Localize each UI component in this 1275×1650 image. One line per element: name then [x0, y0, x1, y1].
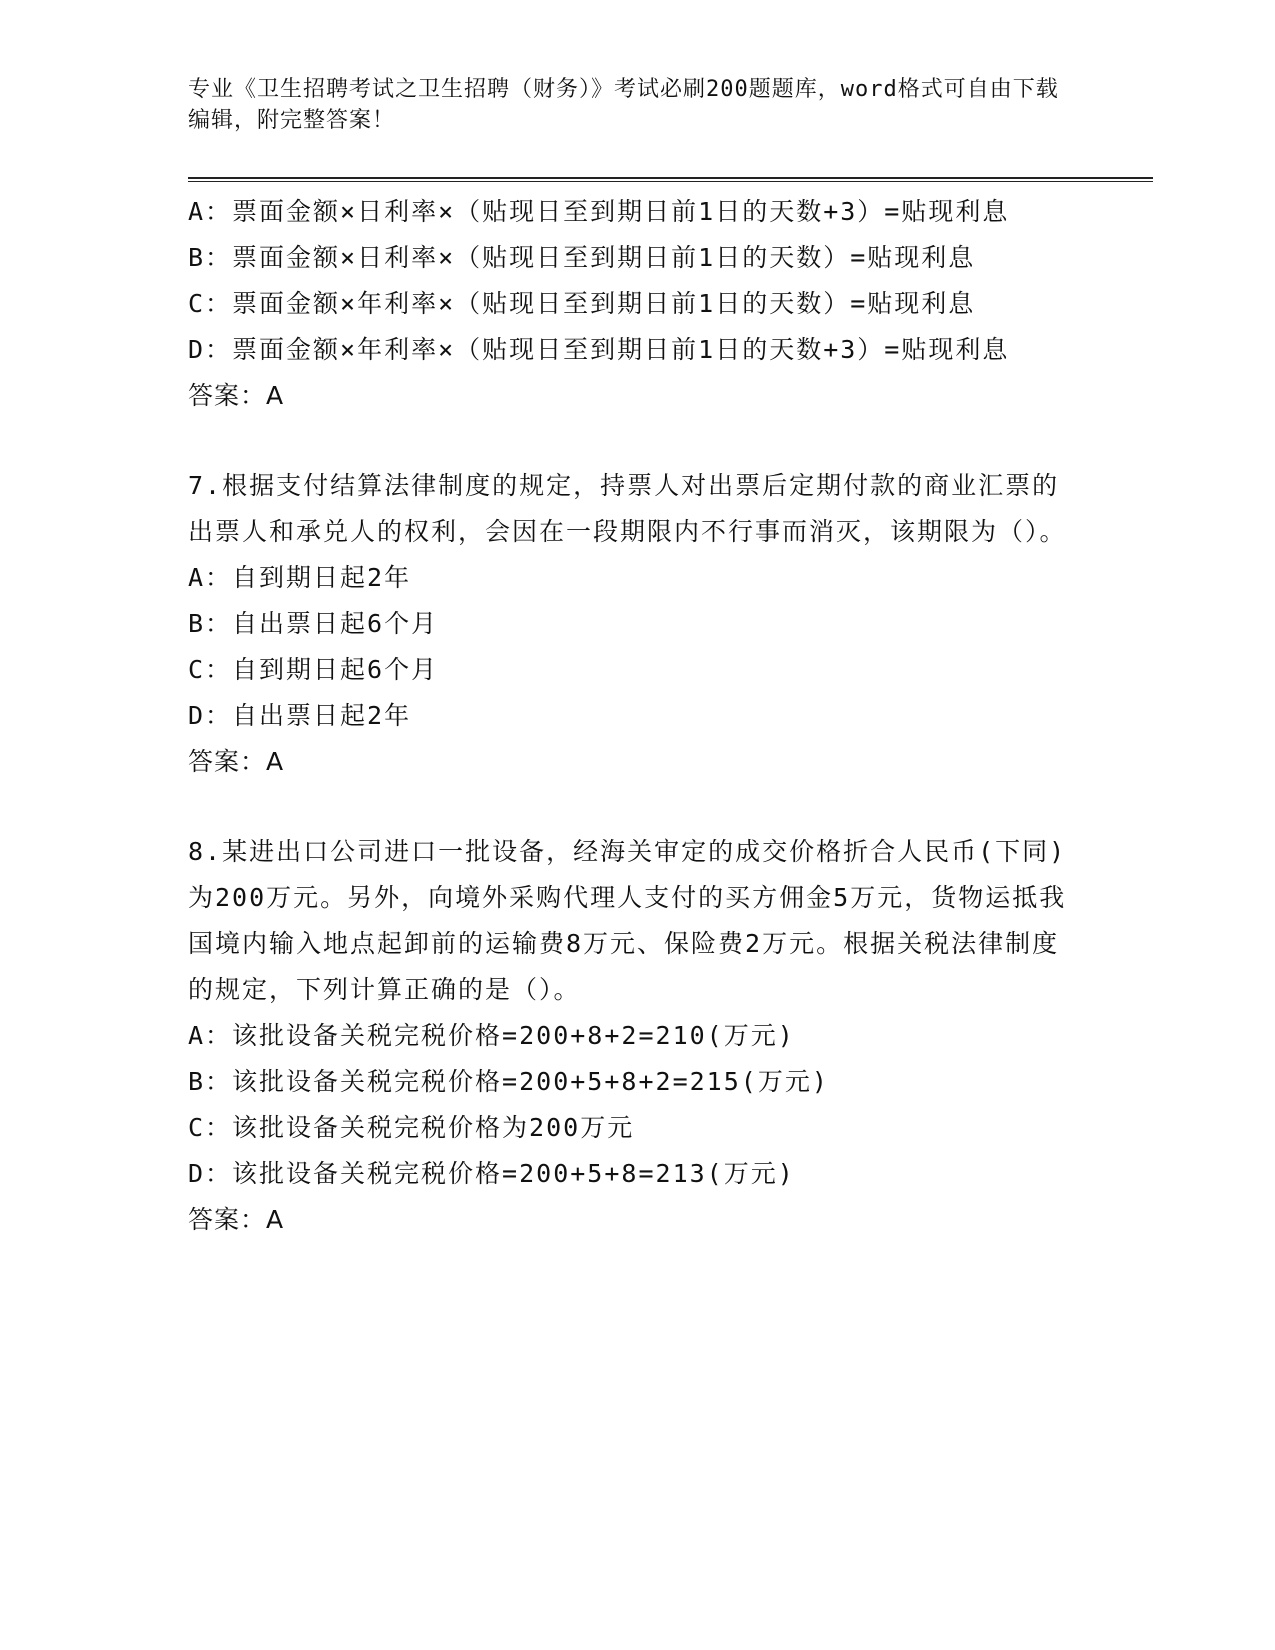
spacer [188, 419, 1068, 463]
option-b: B：票面金额×日利率×（贴现日至到期日前1日的天数）=贴现利息 [188, 243, 976, 272]
document-content [188, 189, 1068, 1243]
question-6-continued [188, 189, 1068, 419]
header-title: 专业《卫生招聘考试之卫生招聘（财务）》考试必刷200题题库，word格式可自由下载编辑，附完整答案！ [188, 77, 1059, 133]
option-d: D：票面金额×年利率×（贴现日至到期日前1日的天数+3）=贴现利息 [188, 335, 1010, 364]
question-text: 8.某进出口公司进口一批设备，经海关审定的成交价格折合人民币(下同)为200万元。另外，向境外采购代理人支付的买方佣金5万元，货物运抵我国境内输入地点起卸前的运输费8万元、保险费2万元。根据关税法律制度的规定，下列计算正确的是（）。 [188, 837, 1067, 1004]
option-b: B：自出票日起6个月 [188, 609, 439, 638]
question-text: 7.根据支付结算法律制度的规定，持票人对出票后定期付款的商业汇票的出票人和承兑人的权利，会因在一段期限内不行事而消灭，该期限为（）。 [188, 471, 1067, 546]
answer: 答案：A [188, 381, 285, 410]
answer: 答案：A [188, 747, 285, 776]
question-7 [188, 463, 1068, 785]
option-b: B：该批设备关税完税价格=200+5+8+2=215(万元) [188, 1067, 829, 1096]
option-d: D：自出票日起2年 [188, 701, 412, 730]
answer: 答案：A [188, 1205, 285, 1234]
document-header [188, 74, 1068, 136]
option-a: A：该批设备关税完税价格=200+8+2=210(万元) [188, 1021, 795, 1050]
option-c: C：票面金额×年利率×（贴现日至到期日前1日的天数）=贴现利息 [188, 289, 976, 318]
spacer [188, 785, 1068, 829]
option-c: C：该批设备关税完税价格为200万元 [188, 1113, 635, 1142]
option-a: A：票面金额×日利率×（贴现日至到期日前1日的天数+3）=贴现利息 [188, 197, 1010, 226]
option-c: C：自到期日起6个月 [188, 655, 439, 684]
option-a: A：自到期日起2年 [188, 563, 412, 592]
header-divider-thin [188, 181, 1153, 182]
option-d: D：该批设备关税完税价格=200+5+8=213(万元) [188, 1159, 795, 1188]
header-divider-thick [188, 177, 1153, 179]
question-8 [188, 829, 1068, 1243]
